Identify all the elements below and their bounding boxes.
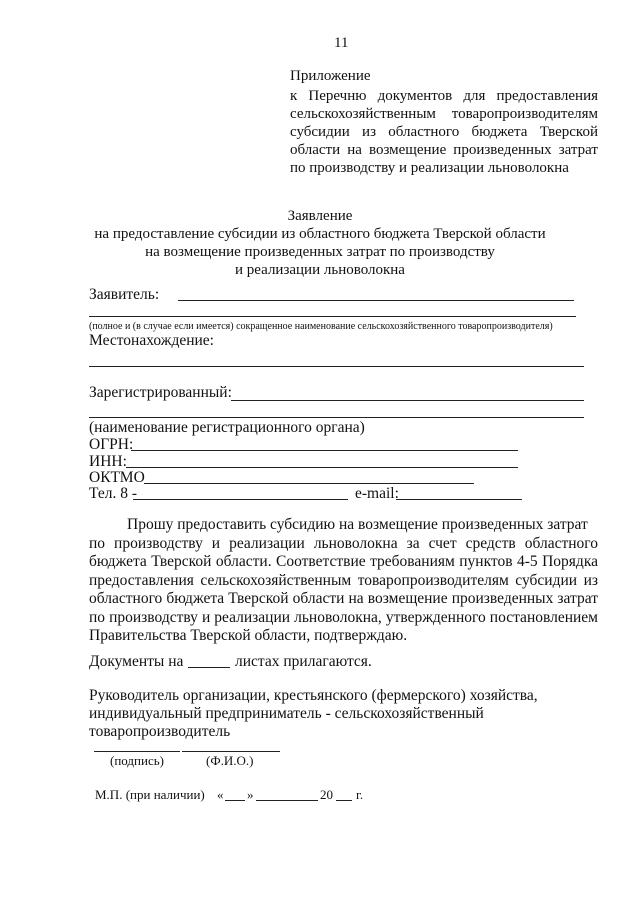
location-line[interactable] xyxy=(89,366,584,367)
registered-line-2[interactable] xyxy=(89,417,584,418)
registered-note: (наименование регистрационного органа) xyxy=(89,419,365,436)
oktmo-label: ОКТМО xyxy=(89,469,145,486)
date-year-suffix: г. xyxy=(356,787,364,802)
stamp-label: М.П. (при наличии) xyxy=(95,787,205,802)
registered-label: Зарегистрированный: xyxy=(89,384,232,401)
head-line-2: индивидуальный предприниматель - сельскохозяйственный xyxy=(89,705,484,722)
phone-label: Тел. 8 - xyxy=(89,485,138,502)
date-month-line[interactable] xyxy=(256,800,318,801)
full-name-note: (Ф.И.О.) xyxy=(206,753,254,768)
page-number: 11 xyxy=(334,35,349,51)
statement-line-1: на предоставление субсидии из областного бюджета Тверской области xyxy=(94,226,546,242)
appendix-title: Приложение xyxy=(290,68,371,84)
request-rest: по производству и реализации льноволокна за счет средств областного бюджета Тверской области. Соответствие требованиям пунктов 4-5 Порядка предоставления сельскохозяйственным товаропроизводителям субсидии из областного бюджета Тверской области на возмещение произведенных затрат по производству и реализации льноволокна, утвержденного постановлением Правительства Тверской области, подтверждаю. xyxy=(89,534,598,644)
oktmo-line[interactable] xyxy=(144,483,474,484)
applicant-label: Заявитель: xyxy=(89,286,160,303)
documents-suffix: листах прилагаются. xyxy=(235,653,372,670)
inn-line[interactable] xyxy=(126,467,518,468)
applicant-line-1[interactable] xyxy=(178,300,574,301)
date-close-quote: » xyxy=(247,787,254,802)
statement-line-3: и реализации льноволокна xyxy=(235,262,405,278)
documents-count-line[interactable] xyxy=(188,667,230,668)
applicant-line-2[interactable] xyxy=(89,316,576,317)
phone-line[interactable] xyxy=(133,499,348,500)
ogrn-line[interactable] xyxy=(131,450,518,451)
registered-line-1[interactable] xyxy=(231,400,584,401)
applicant-note: (полное и (в случае если имеется) сокращенное наименование сельскохозяйственного товаропроизводителя) xyxy=(89,321,553,332)
documents-prefix: Документы на xyxy=(89,653,184,670)
head-line-3: товаропроизводитель xyxy=(89,723,231,740)
head-line-1: Руководитель организации, крестьянского (фермерского) хозяйства, xyxy=(89,687,538,704)
location-label: Местонахождение: xyxy=(89,332,214,349)
ogrn-label: ОГРН: xyxy=(89,436,134,453)
request-first-line: Прошу предоставить субсидию на возмещение произведенных затрат xyxy=(127,516,588,533)
appendix-body: к Перечню документов для предоставления сельскохозяйственным товаропроизводителям субсидии из областного бюджета Тверской области на возмещение произведенных затрат по производству и реализации льноволокна xyxy=(290,88,598,176)
request-paragraph xyxy=(89,516,598,646)
date-open-quote: « xyxy=(217,787,224,802)
full-name-line[interactable] xyxy=(182,751,280,752)
signature-line[interactable] xyxy=(94,751,180,752)
date-day-line[interactable] xyxy=(225,800,245,801)
statement-title: Заявление xyxy=(287,208,353,224)
statement-line-2: на возмещение произведенных затрат по производству xyxy=(145,244,495,260)
signature-note: (подпись) xyxy=(110,753,164,768)
inn-label: ИНН: xyxy=(89,453,127,470)
date-year-prefix: 20 xyxy=(320,787,333,802)
email-line[interactable] xyxy=(396,499,522,500)
date-year-line[interactable] xyxy=(336,800,352,801)
email-label: e-mail: xyxy=(355,485,399,502)
